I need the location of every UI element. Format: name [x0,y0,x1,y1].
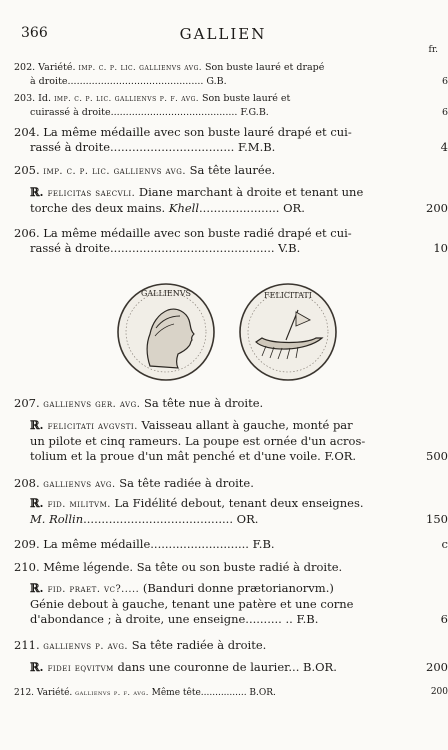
entry-208 [14,476,448,527]
coin-illustration [0,276,446,386]
entry-line: d'abondance ; à droite, une enseigne.......... .. F.B. 6 [30,612,448,626]
entry-line: 212. Variété. gallienvs p. f. avg. Même tête................ B.OR. 200 [14,687,448,698]
entry-line: ℝ. felicitas saecvli. Diane marchant à droite et tenant une [30,185,364,199]
entry-line: 206. La même médaille avec son buste radié drapé et cui- [14,226,352,240]
entry-line: rassé à droite............................................. V.B. 10 [30,241,448,255]
value-column-label: fr. [428,45,438,55]
page-title: GALLIEN [179,25,267,43]
reverse-mark: ℝ. [30,496,44,510]
reverse-legend: FELICITATI [264,291,312,300]
entry-212 [14,686,448,700]
entry-line: 209. La même médaille........................... F.B. c [14,537,448,551]
entry-209 [14,537,448,552]
price-value: c [441,537,448,551]
entry-203 [14,92,448,120]
price-value: 10 [433,241,448,255]
entry-211 [14,638,448,676]
price-value: 200 [426,660,448,674]
price-value: 6 [441,107,448,118]
reverse-mark: ℝ. [30,418,44,432]
entry-line: 207. gallienvs ger. avg. Sa tête nue à droite. [14,396,264,410]
page-number: 366 [21,25,48,41]
price-value: 4 [440,140,448,154]
entry-line: tolium et la proue d'un mât penché et d'une voile. F.OR. 500 [30,449,448,463]
entry-210 [14,560,448,627]
entry-line: M. Rollin......................................... OR. 150 [30,512,448,526]
price-value: 200 [430,687,448,697]
entry-line: cuirassé à droite.......................................... F.G.B. 6 [30,107,448,118]
entry-line: 208. gallienvs avg. Sa tête radiée à droite. [14,476,254,490]
reverse-mark: ℝ. [30,581,44,595]
price-value: 150 [426,512,448,526]
entry-205 [14,163,448,216]
price-value: 500 [426,449,448,463]
coin-obverse [118,284,214,380]
entry-line: 205. imp. c. p. lic. gallienvs avg. Sa tête laurée. [14,163,276,177]
entry-line: 204. La même médaille avec son buste lauré drapé et cui- [14,125,352,139]
entry-line: à droite............................................. G.B. 6 [30,76,448,87]
entry-line: ℝ. fid. militvm. La Fidélité debout, tenant deux enseignes. [30,496,364,510]
entry-line: Génie debout à gauche, tenant une patère et une corne [30,597,354,611]
coin-reverse [240,284,336,380]
entry-line: un pilote et cinq rameurs. La poupe est ornée d'un acros- [30,434,366,448]
entry-line: ℝ. felicitati avgvsti. Vaisseau allant à gauche, monté par [30,418,353,432]
entry-204 [14,125,448,155]
entry-202 [14,61,448,89]
entry-line: 210. Même légende. Sa tête ou son buste radié à droite. [14,560,343,574]
price-value: 6 [440,612,448,626]
entry-206 [14,226,448,256]
obverse-legend: GALLIENVS [140,289,192,298]
entry-line: 211. gallienvs p. avg. Sa tête radiée à droite. [14,638,267,652]
entry-line: torche des deux mains. Khell...................... OR. 200 [30,201,448,215]
price-value: 6 [441,76,448,87]
entry-line: ℝ. fidei eqvitvm dans une couronne de laurier... B.OR. 200 [30,660,448,674]
price-value: 200 [426,201,448,215]
reverse-mark: ℝ. [30,660,44,674]
reverse-mark: ℝ. [30,185,44,199]
entry-line: 202. Variété. imp. c. p. lic. gallienvs avg. Son buste lauré et drapé [14,62,325,73]
entry-line: rassé à droite.................................. F.M.B. 4 [30,140,448,154]
entry-207 [14,396,448,464]
entry-line: 203. Id. imp. c. p. lic. gallienvs p. f. avg. Son buste lauré et [14,93,291,104]
entry-line: ℝ. fid. praet. vc?..... (Banduri donne prætorianorvm.) [30,581,334,595]
